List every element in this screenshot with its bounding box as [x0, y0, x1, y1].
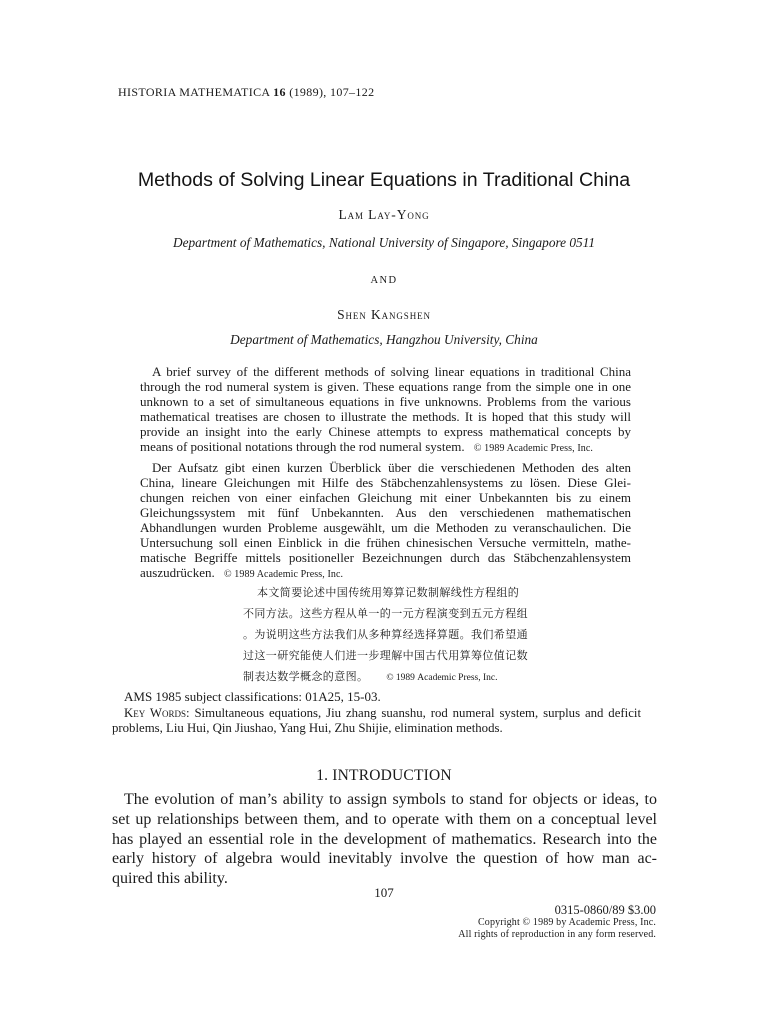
abstract-line: 本文简要论述中国传统用筹算记数制解线性方程组的 — [257, 586, 520, 599]
abstract-line: A brief survey of the different methods of solving linear equations in traditional China — [152, 364, 631, 379]
copyright-notice: © 1989 Academic Press, Inc. — [223, 569, 344, 580]
journal-header — [118, 85, 374, 99]
paragraph-line: The evolution of man’s ability to assign symbols to stand for objects or ideas, to — [124, 791, 657, 808]
abstract-line: through the rod numeral system is given. These equations range from the simple one in one — [140, 379, 631, 394]
abstract-line: 。为说明这些方法我们从多种算经选择算题。我们希望通 — [243, 628, 528, 641]
author-name: Lam Lay-Yong — [338, 207, 430, 222]
abstract-line-text: means of positional notations through the rod numeral system. — [140, 439, 465, 454]
keywords-label: Key Words: — [124, 706, 190, 720]
abstract-line: Gleichungssystem mit fünf Unbekannten. Aus den verschiedenen mathematischen — [140, 505, 631, 520]
page-number: 107 — [374, 885, 394, 900]
abstract-line: China, lineare Gleichungen mit Hilfe des Stäbchenzahlensystems zu lösen. Diese Glei- — [140, 475, 631, 490]
journal-name: HISTORIA MATHEMATICA — [118, 85, 270, 99]
paragraph-line: set up relationships between them, and to operate with them on a conceptual level — [112, 810, 657, 828]
abstract-line: 不同方法。这些方程从单一的一元方程演变到五元方程组 — [243, 607, 528, 620]
abstract-line: matische Begriffe mittels positioneller Bezeichnungen durch das Stäbchenzahlensystem — [140, 550, 631, 565]
intro-paragraph — [112, 790, 657, 889]
abstract-line-text: auszudrücken. — [140, 565, 215, 580]
paragraph-line: quired this ability. — [112, 870, 228, 888]
abstract-line: Untersuchung soll einen Einblick in die frühen chinesischen Versuche vermitteln, mathe- — [140, 535, 631, 550]
copyright-notice: © 1989 Academic Press, Inc. — [386, 673, 498, 683]
author-conjunction: AND — [370, 275, 398, 286]
paragraph-line: has played an essential role in the development of mathematics. Research into the — [112, 830, 657, 848]
abstract-line: chungen reichen von einer einfachen Gleichung mit einer Unbekannten bis zu einem — [140, 490, 631, 505]
author-affiliation: Department of Mathematics, Hangzhou University, China — [230, 332, 538, 347]
abstract-line: unknown to a set of simultaneous equations in five unknowns. Problems from the various — [140, 394, 631, 409]
abstract-chinese — [243, 582, 543, 689]
abstract-line: Der Aufsatz gibt einen kurzen Überblick über die verschiedenen Methoden des alten — [152, 460, 631, 475]
keywords-line: problems, Liu Hui, Qin Jiushao, Yang Hui, Zhu Shijie, elimination methods. — [112, 721, 503, 735]
author-affiliation: Department of Mathematics, National University of Singapore, Singapore 0511 — [172, 235, 595, 250]
keywords-line — [112, 706, 641, 721]
copyright-notice: © 1989 Academic Press, Inc. — [473, 443, 594, 454]
abstract-line: mathematical treatises are chosen to illustrate the methods. It is hoped that this study will — [140, 409, 631, 424]
abstract-line — [140, 565, 631, 582]
abstract-english — [140, 364, 631, 456]
abstract-line — [140, 439, 631, 456]
paper-title: Methods of Solving Linear Equations in Traditional China — [137, 169, 631, 191]
footer-price-code: 0315-0860/89 $3.00 — [554, 903, 656, 917]
keywords — [112, 706, 641, 736]
journal-year-pages: (1989), 107–122 — [289, 85, 375, 99]
abstract-line: provide an insight into the early Chinese attempts to express mathematical concepts by — [140, 424, 631, 439]
footer-notice — [458, 903, 656, 940]
footer-copyright: Copyright © 1989 by Academic Press, Inc. — [477, 917, 656, 928]
subject-classification: AMS 1985 subject classifications: 01A25, 15-03. — [124, 689, 381, 704]
abstract-line: 过这一研究能使人们进一步理解中国古代用算筹位值记数 — [243, 649, 528, 662]
footer-rights: All rights of reproduction in any form reserved. — [458, 928, 656, 940]
keywords-text: Simultaneous equations, Jiu zhang suanshu, rod numeral system, surplus and deficit — [194, 706, 641, 720]
abstract-line: Abhandlungen wurden Probleme ausgewählt, um die Methoden zu veranschaulichen. Die — [140, 520, 631, 535]
author-name: Shen Kangshen — [337, 307, 431, 322]
abstract-line-text: 制表达数学概念的意图。 — [243, 670, 369, 683]
paragraph-line: early history of algebra would inevitably involve the question of how man ac- — [112, 850, 657, 868]
abstract-line — [243, 666, 543, 689]
journal-volume: 16 — [273, 85, 286, 99]
abstract-german — [140, 460, 631, 582]
section-heading: 1. INTRODUCTION — [316, 767, 452, 784]
